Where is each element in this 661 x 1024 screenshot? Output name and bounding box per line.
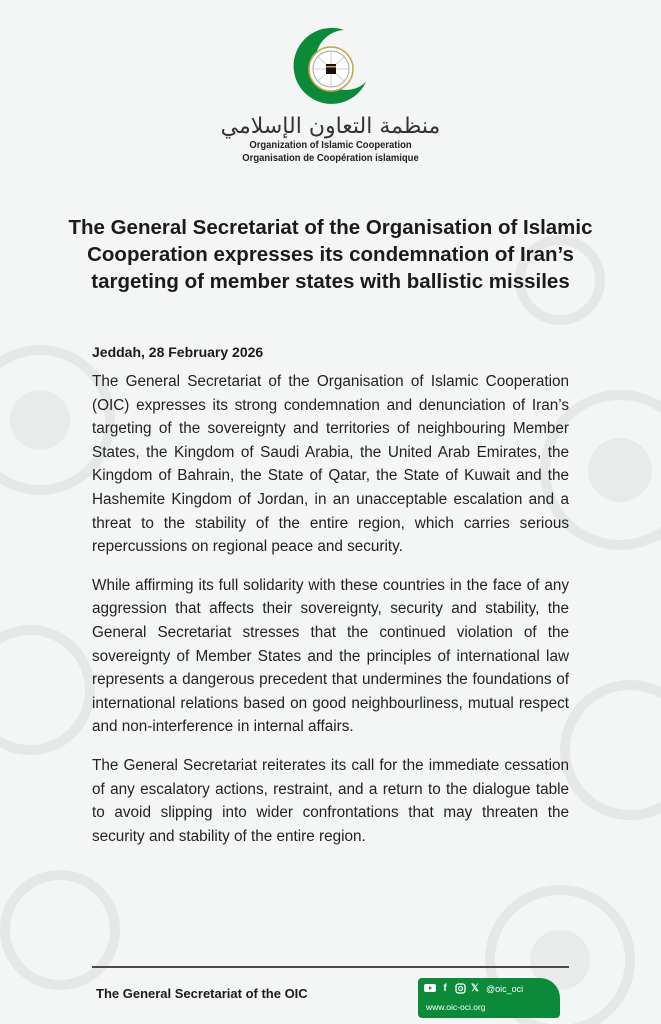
- oic-emblem-icon: [286, 22, 376, 112]
- statement-body: [92, 370, 569, 863]
- facebook-icon[interactable]: f: [443, 983, 447, 994]
- instagram-icon[interactable]: [454, 983, 466, 995]
- org-name-french: Organisation de Coopération islamique: [242, 152, 419, 164]
- social-handle[interactable]: @oic_oci: [486, 984, 524, 994]
- social-badge: [418, 978, 560, 1018]
- social-links: [424, 983, 523, 995]
- footer-divider: [92, 966, 569, 968]
- dateline: Jeddah, 28 February 2026: [92, 344, 264, 360]
- paragraph-3: The General Secretariat reiterates its call for the immediate cessation of any escalatory actions, restraint, and a return to the dialogue table to avoid slipping into wider confrontations that may threaten the security and stability of the entire region.: [92, 756, 569, 845]
- oic-logo: [0, 22, 661, 165]
- org-name-english: Organization of Islamic Cooperation: [249, 139, 412, 151]
- x-icon[interactable]: 𝕏: [470, 983, 480, 994]
- page-title: The General Secretariat of the Organisation of Islamic Cooperation expresses its condemnation of Iran’s targeting of member states with ballistic missiles: [68, 216, 593, 293]
- signature: The General Secretariat of the OIC: [96, 986, 308, 1001]
- paragraph-2: While affirming its full solidarity with these countries in the face of any aggression that affects their sovereignty, security and stability, the General Secretariat stresses that the continued violation of the sovereignty of Member States and the principles of international law represents a dangerous precedent that undermines the foundations of international relations based on good neighbourliness, mutual respect and non-interference in internal affairs.: [92, 576, 569, 736]
- website-link[interactable]: www.oic-oci.org: [426, 1002, 486, 1012]
- youtube-icon[interactable]: [424, 983, 436, 995]
- org-name-arabic: منظمة التعاون الإسلامي: [220, 114, 441, 139]
- paragraph-1: The General Secretariat of the Organisation of Islamic Cooperation (OIC) expresses its strong condemnation and denunciation of Iran’s targeting of the sovereignty and territories of neighbouring Member States, the Kingdom of Saudi Arabia, the United Arab Emirates, the Kingdom of Bahrain, the State of Qatar, the State of Kuwait and the Hashemite Kingdom of Jordan, in an unacceptable escalation and a threat to the stability of the entire region, which carries serious repercussions on regional peace and security.: [92, 373, 569, 556]
